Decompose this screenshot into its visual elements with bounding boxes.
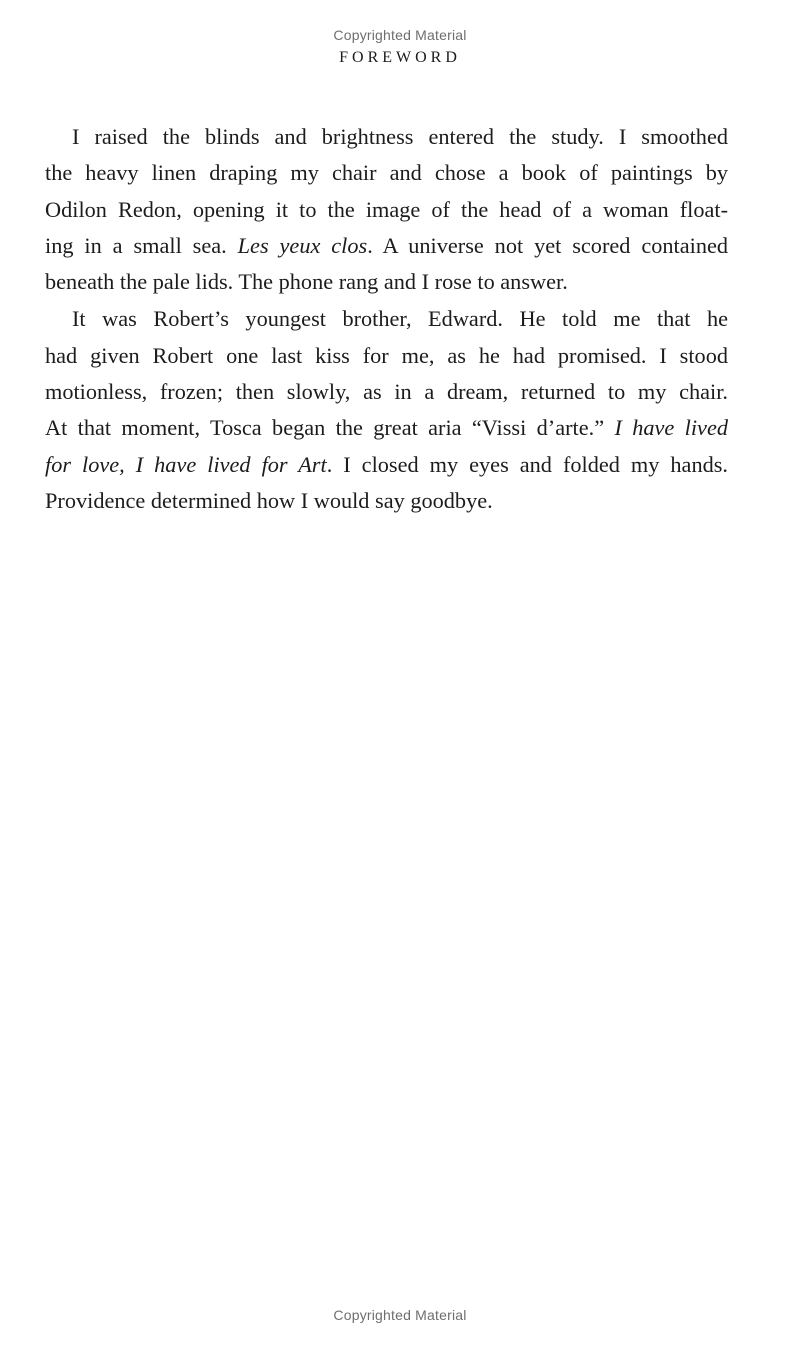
text-run: motionless, frozen; then slowly, as in a dream, returned to my chair. [45, 379, 728, 405]
text-run: ing in a small sea. [45, 232, 238, 258]
text-line [45, 119, 728, 155]
text-run: At that moment, Tosca began the great aria “Vissi d’arte.” [45, 415, 615, 441]
text-run: Odilon Redon, opening it to the image of the head of a woman float- [45, 196, 728, 222]
text-run: It was Robert’s youngest brother, Edward. He told me that he [72, 306, 728, 332]
paragraph [45, 119, 728, 300]
text-line [45, 483, 728, 519]
text-line [45, 447, 728, 483]
text-run: the heavy linen draping my chair and chose a book of paintings by [45, 160, 728, 186]
text-run: . A universe not yet scored contained [367, 232, 729, 258]
copyright-watermark-top: Copyrighted Material [333, 27, 467, 43]
text-line [45, 301, 728, 337]
text-run: . I closed my eyes and folded my hands. [326, 451, 728, 477]
body-text [45, 119, 728, 519]
text-line [45, 410, 728, 446]
text-line [45, 192, 728, 228]
text-line [45, 155, 728, 191]
text-line [45, 338, 728, 374]
text-line [45, 374, 728, 410]
copyright-watermark-bottom: Copyrighted Material [333, 1307, 467, 1323]
italic-text: Les yeux clos [237, 232, 368, 258]
italic-text: for love, I have lived for Art [45, 451, 327, 477]
text-line [45, 228, 728, 264]
text-run: I raised the blinds and brightness entered the study. I smoothed [72, 124, 728, 149]
text-run: beneath the pale lids. The phone rang and I rose to answer. [45, 269, 568, 295]
paragraph [45, 301, 728, 519]
italic-text: I have lived [614, 415, 728, 441]
text-run: Providence determined how I would say goodbye. [45, 487, 493, 513]
text-line [45, 264, 728, 300]
text-run: had given Robert one last kiss for me, as he had promised. I stood [45, 342, 728, 368]
running-head: FOREWORD [339, 49, 461, 66]
